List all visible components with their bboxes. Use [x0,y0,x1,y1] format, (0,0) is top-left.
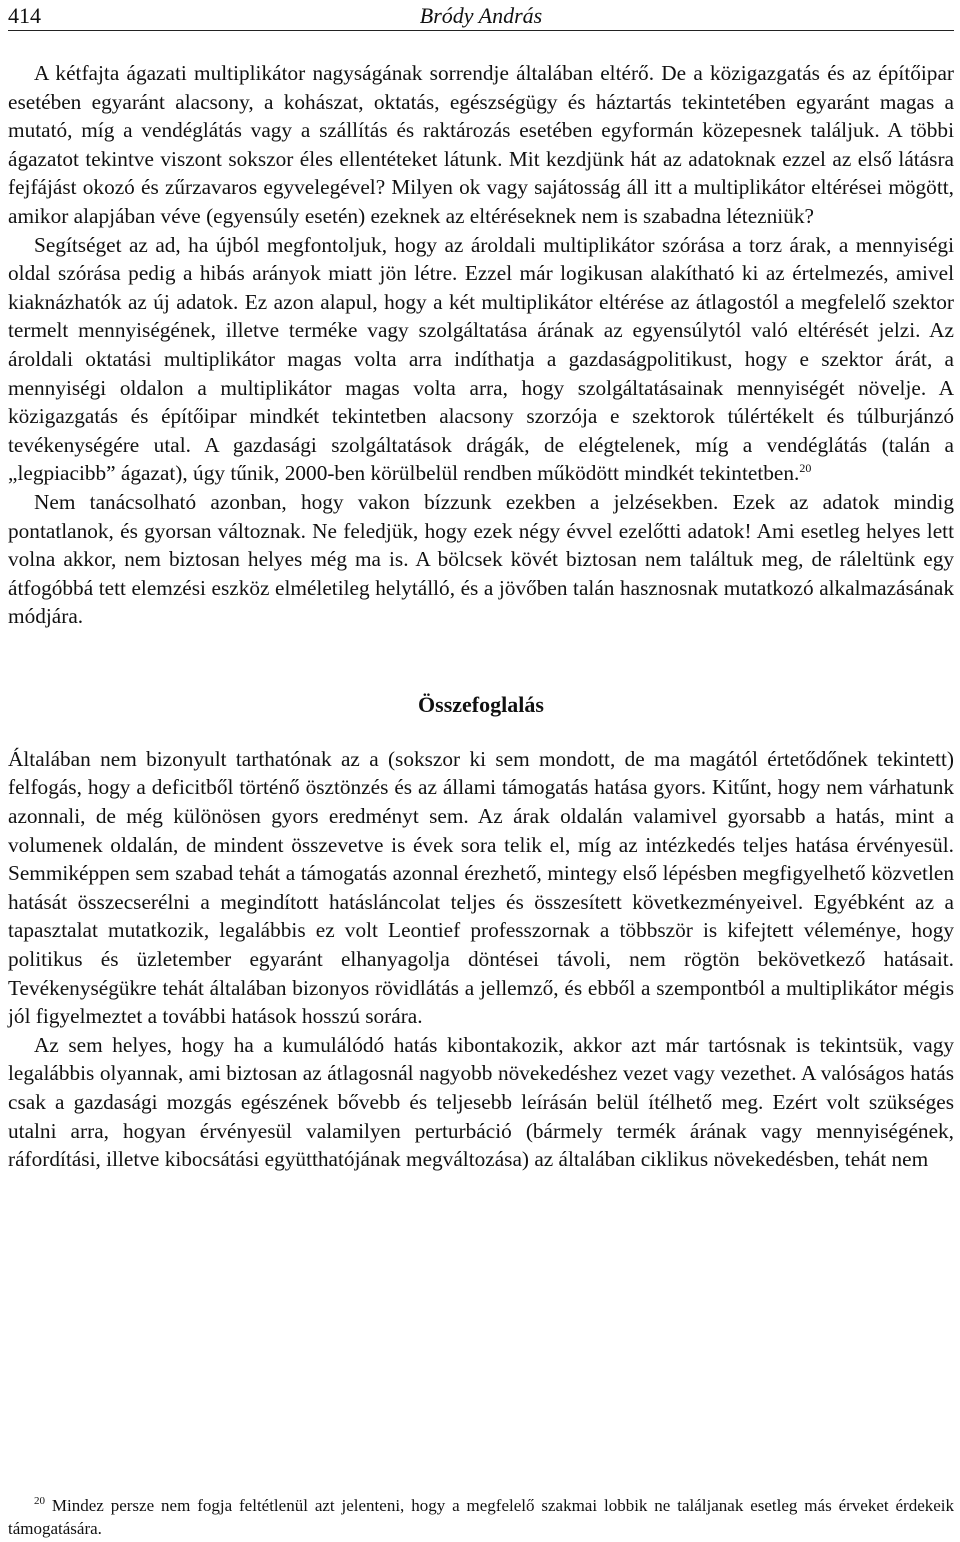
footnote [8,1494,954,1540]
footnote-number: 20 [34,1495,45,1508]
paragraph-text: Az sem helyes, hogy ha a kumulálódó hatás kibontakozik, akkor azt már tartósnak is tekintsük, vagy legalábbis olyannak, ami biztosan az átlagosnál nagyobb növekedéshez vezet vagy vezethet. A valóságos hatás csak a gazdasági mozgás egészének bővebb és teljesebb leírásán belül ítélhető meg. Ezért volt szükséges utalni arra, hogyan érvényesül valamilyen perturbáció (bármely termék árának vagy mennyiségének, ráfordítási, illetve kibocsátási együtthatójának megváltozása) az általában ciklikus növekedésben, tehát nem [8,1032,954,1172]
paragraph [8,59,954,231]
paragraph [8,231,954,488]
paragraph-text: Segítséget az ad, ha újból megfontoljuk, hogy az ároldali multiplikátor szórása a torz árak, a mennyiségi oldal szórása pedig a hibás arányok miatt jön létre. Ezzel már logikusan alakítható ki az értelmezés, amivel kiaknázhatók az új adatok. Ez azon alapul, hogy a két multiplikátor eltérése az átlagostól a megfelelő szektor termelt mennyiségének, illetve terméke vagy szolgáltatása árának az egyensúlytól való eltérését jelzi. Az ároldali oktatási multiplikátor magas volta arra indíthatja a gazdaságpolitikust, hogy e szektor árát, a mennyiségi oldalon a multiplikátor magas volta arra, hogy szolgáltatásainak mennyiségét növelje. A közigazgatás és építőipar mindkét tekintetben alacsony szorzója e szektorok túlértékelt és túlburjánzó tevékenységére utal. A gazdasági szolgáltatások drágák, de elégtelenek, míg a vendéglátás (talán a „legpiacibb” ágazat), úgy tűnik, 2000-ben körülbelül rendben működött mindkét tekintetben. [8,232,954,486]
running-header [8,2,954,31]
page-number: 414 [8,3,41,28]
footnote-text: Mindez persze nem fogja feltétlenül azt jelenteni, hogy a megfelelő szakmai lobbik ne találjanak esetleg más érveket érdekeik támogatására. [8,1496,955,1538]
paragraph-text: Nem tanácsolható azonban, hogy vakon bízzunk ezekben a jelzésekben. Ezek az adatok mindig pontatlanok, és gyorsan változnak. Ne feledjük, hogy ezek négy évvel ezelőtti adatok! Ami esetleg helyes lett volna akkor, nem biztosan helyes még ma is. A bölcsek kövét biztosan nem találtuk meg, de ráleltünk egy átfogóbbá tett elemzési eszköz elméletileg helytálló, és a jövőben talán hasznosnak mutatkozó alkalmazásának módjára. [8,489,954,629]
paragraph [8,488,954,631]
paragraph-text: Általában nem bizonyult tarthatónak az a (sokszor ki sem mondott, de ma magától értetődőnek tekintett) felfogás, hogy a deficitből történő ösztönzés és az állami támogatás hatása gyors. Kitűnt, hogy nem várhatunk azonnali, de még különösen gyors eredményt sem. Az árak oldalán valamivel gyorsabb a hatás, mint a volumenek oldalán, de mindent összevetve is évek sora telik el, míg az intézkedés teljes hatása érvényesül. Semmiképpen sem szabad tehát a támogatás azonnal érezhető, mintegy első lépésben megfigyelhető közvetlen hatását összecserélni a megindított hatásláncolat teljes és összesített következményeivel. Egyébként az a tapasztalat mutatkozik, legalábbis ez volt Leontief professzornak a többször is kifejtett véleménye, hogy politikus és üzletember egyaránt elhanyagolja döntései távoli, nem rögtön bekövetkező hatásait. Tevékenységükre tehát általában bizonyos rövidlátás a jellemző, és ebből a szempontból a multiplikátor mégis jól figyelmeztet a további hatások hosszú sorára. [8,746,954,1029]
section-title: Összefoglalás [418,691,544,717]
paragraph [8,1031,954,1174]
page [8,0,954,1174]
paragraph-text: A kétfajta ágazati multiplikátor nagyságának sorrendje általában eltérő. De a közigazgatás és az építőipar esetében egyaránt alacsony, a kohászat, oktatás, egészségügy és háztartás tekintetében egyaránt magas a mutató, míg a vendéglátás vagy a szállítás és raktározás esetében egyformán közepesnek találjuk. A többi ágazatot tekintve viszont sokszor éles ellentéteket látunk. Mit kezdjünk hát az adatoknak ezzel az első látásra fejfájást okozó és zűrzavaros egyvelegével? Milyen ok vagy sajátosság áll itt a multiplikátor eltérései mögött, amikor alapjában véve (egyensúly esetén) ezeknek az eltéréseknek nem is szabadna létezniük? [8,61,954,228]
footnote-reference[interactable]: 20 [799,461,812,476]
running-head-author: Bródy András [419,3,543,28]
body-text [8,59,954,1174]
paragraph [8,745,954,1031]
